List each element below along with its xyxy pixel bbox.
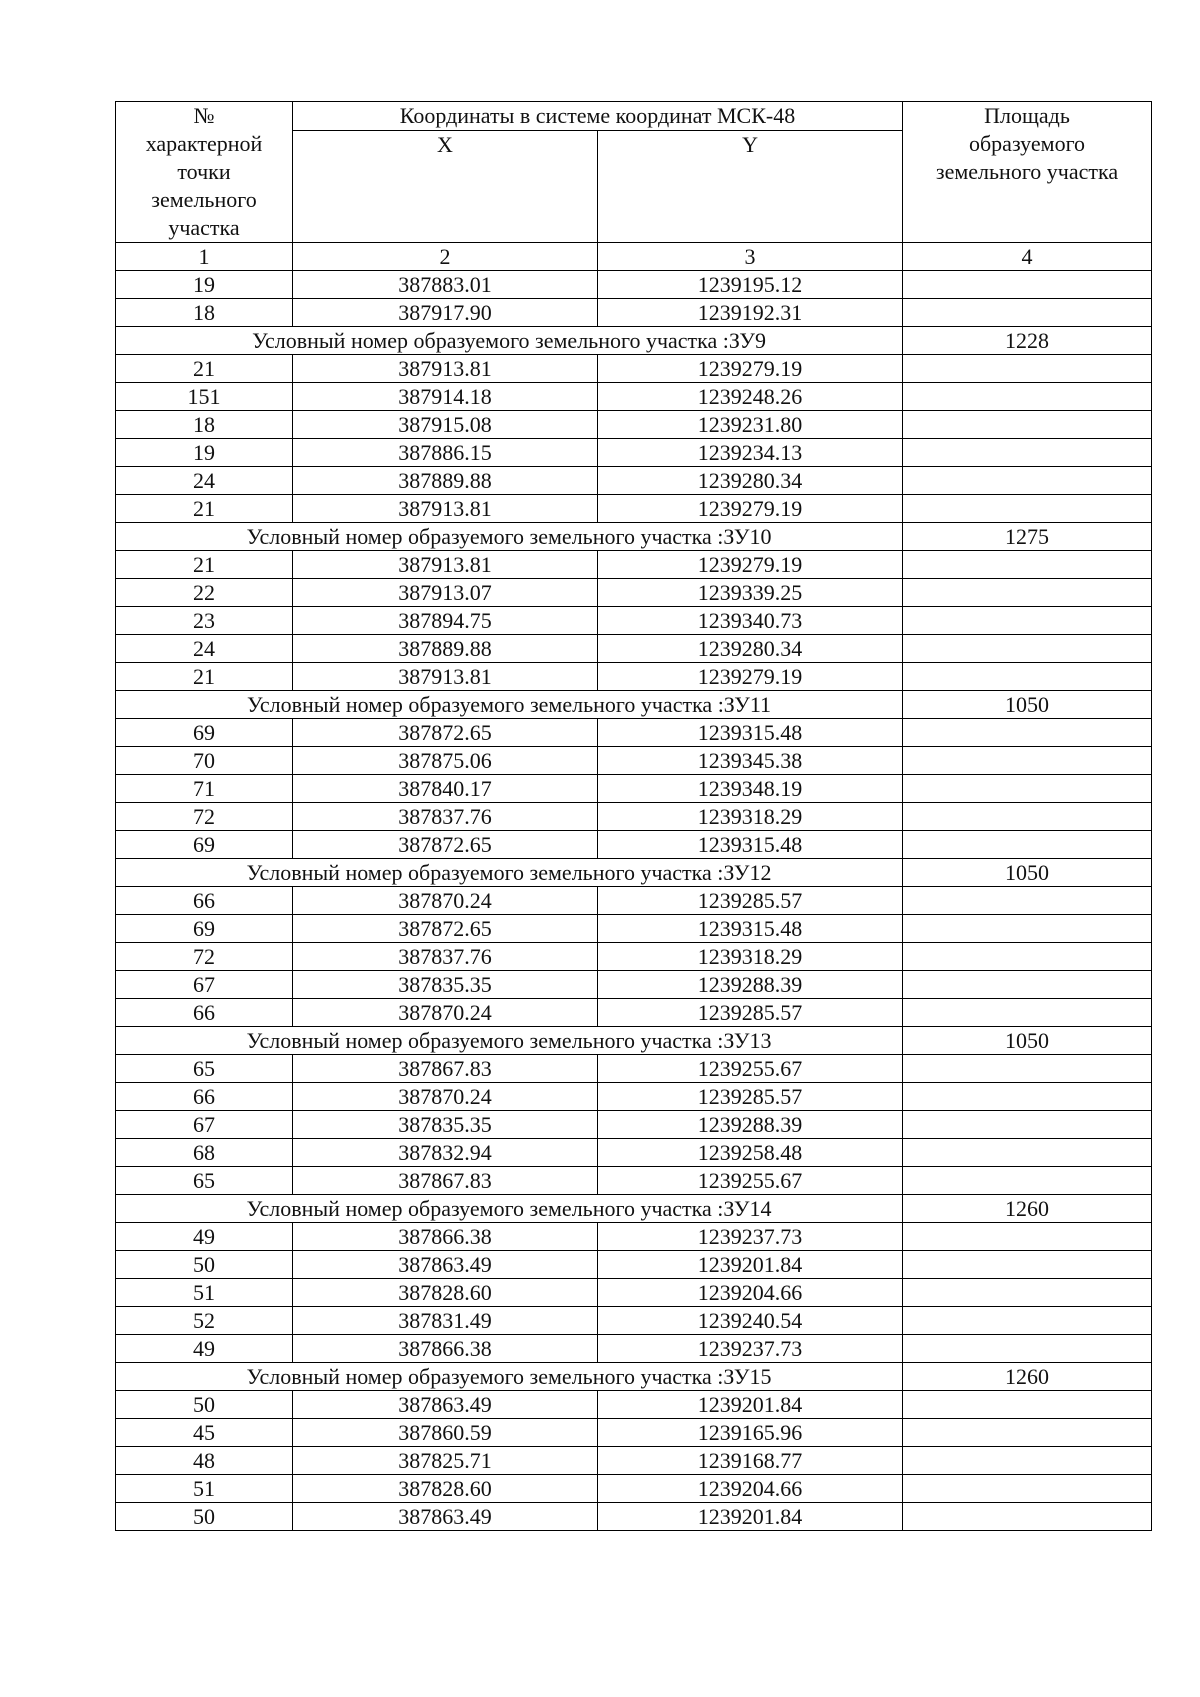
point-number-cell: 21 xyxy=(116,551,293,579)
table-row xyxy=(116,607,1152,635)
header-row-top xyxy=(116,102,1152,131)
x-coordinate-cell: 387894.75 xyxy=(293,607,598,635)
area-cell-empty xyxy=(903,1223,1152,1251)
x-coordinate-cell: 387828.60 xyxy=(293,1279,598,1307)
point-number-cell: 66 xyxy=(116,999,293,1027)
point-number-cell: 71 xyxy=(116,775,293,803)
x-coordinate-cell: 387913.81 xyxy=(293,663,598,691)
y-coordinate-cell: 1239279.19 xyxy=(598,551,903,579)
x-coordinate-cell: 387863.49 xyxy=(293,1251,598,1279)
y-coordinate-cell: 1239345.38 xyxy=(598,747,903,775)
x-coordinate-cell: 387835.35 xyxy=(293,971,598,999)
x-coordinate-cell: 387913.81 xyxy=(293,495,598,523)
table-body xyxy=(116,102,1152,1531)
parcel-title-row xyxy=(116,1027,1152,1055)
point-number-cell: 21 xyxy=(116,495,293,523)
area-cell-empty xyxy=(903,495,1152,523)
x-coordinate-cell: 387913.07 xyxy=(293,579,598,607)
y-coordinate-cell: 1239279.19 xyxy=(598,663,903,691)
point-number-cell: 68 xyxy=(116,1139,293,1167)
x-coordinate-cell: 387872.65 xyxy=(293,831,598,859)
x-coordinate-cell: 387835.35 xyxy=(293,1111,598,1139)
point-number-cell: 65 xyxy=(116,1055,293,1083)
y-coordinate-cell: 1239201.84 xyxy=(598,1503,903,1531)
x-coordinate-cell: 387837.76 xyxy=(293,803,598,831)
table-row xyxy=(116,1251,1152,1279)
table-row xyxy=(116,1391,1152,1419)
y-coordinate-cell: 1239339.25 xyxy=(598,579,903,607)
x-coordinate-cell: 387828.60 xyxy=(293,1475,598,1503)
parcel-title: Условный номер образуемого земельного участка :ЗУ13 xyxy=(116,1027,903,1055)
column-number-row xyxy=(116,243,1152,271)
area-cell-empty xyxy=(903,1307,1152,1335)
table-row xyxy=(116,747,1152,775)
parcel-title-row xyxy=(116,691,1152,719)
table-row xyxy=(116,439,1152,467)
area-cell-empty xyxy=(903,775,1152,803)
area-cell-empty xyxy=(903,663,1152,691)
x-coordinate-cell: 387913.81 xyxy=(293,551,598,579)
y-coordinate-cell: 1239318.29 xyxy=(598,803,903,831)
point-number-cell: 21 xyxy=(116,355,293,383)
y-coordinate-cell: 1239285.57 xyxy=(598,887,903,915)
area-cell-empty xyxy=(903,411,1152,439)
point-number-cell: 49 xyxy=(116,1223,293,1251)
y-coordinate-cell: 1239248.26 xyxy=(598,383,903,411)
table-row xyxy=(116,663,1152,691)
table-row xyxy=(116,887,1152,915)
parcel-title-row xyxy=(116,1195,1152,1223)
y-coordinate-cell: 1239255.67 xyxy=(598,1167,903,1195)
area-cell-empty xyxy=(903,579,1152,607)
parcel-area: 1275 xyxy=(903,523,1152,551)
table-row xyxy=(116,915,1152,943)
table-row xyxy=(116,1223,1152,1251)
y-coordinate-cell: 1239315.48 xyxy=(598,719,903,747)
x-coordinate-cell: 387914.18 xyxy=(293,383,598,411)
area-cell-empty xyxy=(903,1139,1152,1167)
point-number-cell: 67 xyxy=(116,1111,293,1139)
table-row xyxy=(116,1335,1152,1363)
point-number-cell: 69 xyxy=(116,831,293,859)
point-number-cell: 72 xyxy=(116,943,293,971)
x-coordinate-cell: 387863.49 xyxy=(293,1391,598,1419)
table-row xyxy=(116,1279,1152,1307)
area-cell-empty xyxy=(903,1391,1152,1419)
point-number-cell: 51 xyxy=(116,1475,293,1503)
header-y: Y xyxy=(598,131,903,243)
area-cell-empty xyxy=(903,1335,1152,1363)
y-coordinate-cell: 1239288.39 xyxy=(598,1111,903,1139)
point-number-cell: 50 xyxy=(116,1251,293,1279)
table-row xyxy=(116,831,1152,859)
column-number: 4 xyxy=(903,243,1152,271)
area-cell-empty xyxy=(903,803,1152,831)
parcel-title-row xyxy=(116,523,1152,551)
area-cell-empty xyxy=(903,831,1152,859)
point-number-cell: 72 xyxy=(116,803,293,831)
point-number-cell: 51 xyxy=(116,1279,293,1307)
area-cell-empty xyxy=(903,887,1152,915)
area-cell-empty xyxy=(903,271,1152,299)
parcel-title: Условный номер образуемого земельного участка :ЗУ15 xyxy=(116,1363,903,1391)
table-row xyxy=(116,355,1152,383)
x-coordinate-cell: 387831.49 xyxy=(293,1307,598,1335)
area-cell-empty xyxy=(903,1447,1152,1475)
header-point-line: участка xyxy=(168,215,240,240)
table-row xyxy=(116,1419,1152,1447)
point-number-cell: 69 xyxy=(116,719,293,747)
x-coordinate-cell: 387872.65 xyxy=(293,719,598,747)
y-coordinate-cell: 1239204.66 xyxy=(598,1279,903,1307)
area-cell-empty xyxy=(903,383,1152,411)
parcel-title-row xyxy=(116,327,1152,355)
area-cell-empty xyxy=(903,1055,1152,1083)
parcel-title-row xyxy=(116,1363,1152,1391)
table-row xyxy=(116,383,1152,411)
point-number-cell: 24 xyxy=(116,635,293,663)
x-coordinate-cell: 387917.90 xyxy=(293,299,598,327)
parcel-title: Условный номер образуемого земельного участка :ЗУ10 xyxy=(116,523,903,551)
header-point-number xyxy=(116,102,293,243)
x-coordinate-cell: 387837.76 xyxy=(293,943,598,971)
x-coordinate-cell: 387870.24 xyxy=(293,999,598,1027)
x-coordinate-cell: 387866.38 xyxy=(293,1335,598,1363)
table-row xyxy=(116,971,1152,999)
table-row xyxy=(116,1167,1152,1195)
area-cell-empty xyxy=(903,719,1152,747)
point-number-cell: 22 xyxy=(116,579,293,607)
point-number-cell: 48 xyxy=(116,1447,293,1475)
y-coordinate-cell: 1239279.19 xyxy=(598,495,903,523)
table-row xyxy=(116,803,1152,831)
table-row xyxy=(116,719,1152,747)
point-number-cell: 23 xyxy=(116,607,293,635)
y-coordinate-cell: 1239279.19 xyxy=(598,355,903,383)
point-number-cell: 50 xyxy=(116,1503,293,1531)
y-coordinate-cell: 1239285.57 xyxy=(598,999,903,1027)
x-coordinate-cell: 387872.65 xyxy=(293,915,598,943)
y-coordinate-cell: 1239258.48 xyxy=(598,1139,903,1167)
y-coordinate-cell: 1239237.73 xyxy=(598,1223,903,1251)
parcel-title: Условный номер образуемого земельного участка :ЗУ12 xyxy=(116,859,903,887)
header-area-line: образуемого xyxy=(968,131,1086,156)
point-number-cell: 65 xyxy=(116,1167,293,1195)
area-cell-empty xyxy=(903,551,1152,579)
y-coordinate-cell: 1239255.67 xyxy=(598,1055,903,1083)
parcel-area: 1260 xyxy=(903,1195,1152,1223)
y-coordinate-cell: 1239348.19 xyxy=(598,775,903,803)
table-row xyxy=(116,551,1152,579)
area-cell-empty xyxy=(903,607,1152,635)
area-cell-empty xyxy=(903,439,1152,467)
x-coordinate-cell: 387825.71 xyxy=(293,1447,598,1475)
point-number-cell: 49 xyxy=(116,1335,293,1363)
y-coordinate-cell: 1239204.66 xyxy=(598,1475,903,1503)
y-coordinate-cell: 1239280.34 xyxy=(598,467,903,495)
area-cell-empty xyxy=(903,915,1152,943)
area-cell-empty xyxy=(903,1251,1152,1279)
area-cell-empty xyxy=(903,1083,1152,1111)
header-x: X xyxy=(293,131,598,243)
area-cell-empty xyxy=(903,467,1152,495)
header-area-line: земельного участка xyxy=(935,159,1119,184)
y-coordinate-cell: 1239285.57 xyxy=(598,1083,903,1111)
table-row xyxy=(116,1475,1152,1503)
x-coordinate-cell: 387913.81 xyxy=(293,355,598,383)
table-row xyxy=(116,775,1152,803)
y-coordinate-cell: 1239201.84 xyxy=(598,1391,903,1419)
point-number-cell: 151 xyxy=(116,383,293,411)
y-coordinate-cell: 1239340.73 xyxy=(598,607,903,635)
point-number-cell: 50 xyxy=(116,1391,293,1419)
y-coordinate-cell: 1239288.39 xyxy=(598,971,903,999)
header-point-line: характерной xyxy=(145,131,263,156)
column-number: 1 xyxy=(116,243,293,271)
point-number-cell: 69 xyxy=(116,915,293,943)
point-number-cell: 21 xyxy=(116,663,293,691)
point-number-cell: 18 xyxy=(116,299,293,327)
point-number-cell: 19 xyxy=(116,439,293,467)
x-coordinate-cell: 387832.94 xyxy=(293,1139,598,1167)
table-row xyxy=(116,635,1152,663)
point-number-cell: 18 xyxy=(116,411,293,439)
x-coordinate-cell: 387883.01 xyxy=(293,271,598,299)
table-row xyxy=(116,1083,1152,1111)
column-number: 3 xyxy=(598,243,903,271)
point-number-cell: 45 xyxy=(116,1419,293,1447)
x-coordinate-cell: 387870.24 xyxy=(293,887,598,915)
area-cell-empty xyxy=(903,971,1152,999)
y-coordinate-cell: 1239280.34 xyxy=(598,635,903,663)
area-cell-empty xyxy=(903,1279,1152,1307)
area-cell-empty xyxy=(903,1111,1152,1139)
y-coordinate-cell: 1239234.13 xyxy=(598,439,903,467)
table-row xyxy=(116,1447,1152,1475)
x-coordinate-cell: 387867.83 xyxy=(293,1055,598,1083)
parcel-title-row xyxy=(116,859,1152,887)
y-coordinate-cell: 1239168.77 xyxy=(598,1447,903,1475)
point-number-cell: 70 xyxy=(116,747,293,775)
x-coordinate-cell: 387915.08 xyxy=(293,411,598,439)
x-coordinate-cell: 387889.88 xyxy=(293,467,598,495)
parcel-area: 1050 xyxy=(903,691,1152,719)
parcel-area: 1228 xyxy=(903,327,1152,355)
x-coordinate-cell: 387860.59 xyxy=(293,1419,598,1447)
x-coordinate-cell: 387870.24 xyxy=(293,1083,598,1111)
point-number-cell: 66 xyxy=(116,887,293,915)
table-row xyxy=(116,579,1152,607)
y-coordinate-cell: 1239201.84 xyxy=(598,1251,903,1279)
area-cell-empty xyxy=(903,1167,1152,1195)
header-coordinates-title: Координаты в системе координат МСК-48 xyxy=(293,102,903,131)
table-row xyxy=(116,495,1152,523)
x-coordinate-cell: 387863.49 xyxy=(293,1503,598,1531)
y-coordinate-cell: 1239231.80 xyxy=(598,411,903,439)
column-number: 2 xyxy=(293,243,598,271)
parcel-area: 1260 xyxy=(903,1363,1152,1391)
point-number-cell: 66 xyxy=(116,1083,293,1111)
parcel-area: 1050 xyxy=(903,859,1152,887)
table-row xyxy=(116,299,1152,327)
table-row xyxy=(116,1307,1152,1335)
header-point-line: № xyxy=(193,103,215,128)
area-cell-empty xyxy=(903,999,1152,1027)
parcel-area: 1050 xyxy=(903,1027,1152,1055)
y-coordinate-cell: 1239165.96 xyxy=(598,1419,903,1447)
area-cell-empty xyxy=(903,1475,1152,1503)
header-point-line: точки xyxy=(177,159,231,184)
x-coordinate-cell: 387867.83 xyxy=(293,1167,598,1195)
header-area-line: Площадь xyxy=(984,103,1070,128)
x-coordinate-cell: 387875.06 xyxy=(293,747,598,775)
point-number-cell: 19 xyxy=(116,271,293,299)
table-row xyxy=(116,1055,1152,1083)
area-cell-empty xyxy=(903,635,1152,663)
point-number-cell: 52 xyxy=(116,1307,293,1335)
area-cell-empty xyxy=(903,1503,1152,1531)
y-coordinate-cell: 1239192.31 xyxy=(598,299,903,327)
x-coordinate-cell: 387889.88 xyxy=(293,635,598,663)
area-cell-empty xyxy=(903,355,1152,383)
point-number-cell: 67 xyxy=(116,971,293,999)
table-row xyxy=(116,1111,1152,1139)
area-cell-empty xyxy=(903,943,1152,971)
area-cell-empty xyxy=(903,747,1152,775)
table-row xyxy=(116,999,1152,1027)
table-row xyxy=(116,1139,1152,1167)
table-row xyxy=(116,271,1152,299)
coordinates-table xyxy=(115,101,1152,1531)
area-cell-empty xyxy=(903,299,1152,327)
area-cell-empty xyxy=(903,1419,1152,1447)
y-coordinate-cell: 1239318.29 xyxy=(598,943,903,971)
header-area xyxy=(903,102,1152,243)
x-coordinate-cell: 387866.38 xyxy=(293,1223,598,1251)
y-coordinate-cell: 1239240.54 xyxy=(598,1307,903,1335)
y-coordinate-cell: 1239315.48 xyxy=(598,915,903,943)
header-point-line: земельного xyxy=(151,187,257,212)
table-row xyxy=(116,943,1152,971)
table-row xyxy=(116,1503,1152,1531)
point-number-cell: 24 xyxy=(116,467,293,495)
x-coordinate-cell: 387840.17 xyxy=(293,775,598,803)
parcel-title: Условный номер образуемого земельного участка :ЗУ14 xyxy=(116,1195,903,1223)
parcel-title: Условный номер образуемого земельного участка :ЗУ9 xyxy=(116,327,903,355)
y-coordinate-cell: 1239315.48 xyxy=(598,831,903,859)
parcel-title: Условный номер образуемого земельного участка :ЗУ11 xyxy=(116,691,903,719)
x-coordinate-cell: 387886.15 xyxy=(293,439,598,467)
y-coordinate-cell: 1239237.73 xyxy=(598,1335,903,1363)
y-coordinate-cell: 1239195.12 xyxy=(598,271,903,299)
table-row xyxy=(116,467,1152,495)
table-row xyxy=(116,411,1152,439)
